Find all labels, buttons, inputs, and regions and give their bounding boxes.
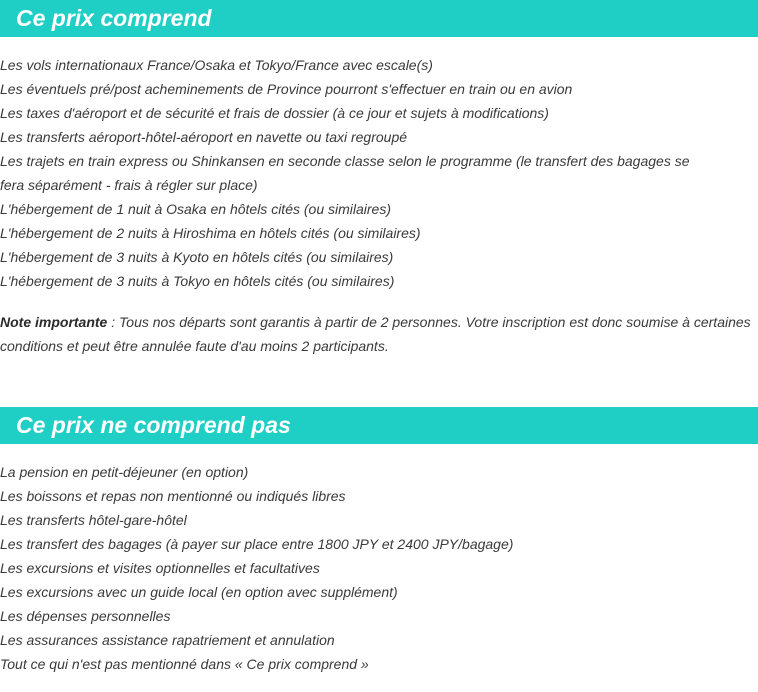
list-item: Les transferts hôtel-gare-hôtel: [0, 512, 187, 528]
important-note-label: Note importante: [0, 314, 108, 330]
important-note: [0, 310, 758, 358]
list-item: L'hébergement de 3 nuits à Tokyo en hôtels cités (ou similaires): [0, 273, 395, 289]
list-item: Les vols internationaux France/Osaka et Tokyo/France avec escale(s): [0, 57, 433, 73]
important-note-text: : Tous nos départs sont garantis à partir de 2 personnes. Votre inscription est donc soumise à certaines conditions et peut être annulée faute d'au moins 2 participants.: [0, 314, 751, 354]
list-item: Tout ce qui n'est pas mentionné dans « Ce prix comprend »: [0, 656, 369, 672]
list-item: Les dépenses personnelles: [0, 608, 171, 624]
included-list: [0, 53, 758, 293]
list-item: L'hébergement de 1 nuit à Osaka en hôtels cités (ou similaires): [0, 201, 391, 217]
list-item: Les excursions et visites optionnelles et facultatives: [0, 560, 320, 576]
list-item: Les trajets en train express ou Shinkansen en seconde classe selon le programme (le transfert des bagages se fera séparément - frais à régler sur place): [0, 153, 690, 193]
excluded-section-title: Ce prix ne comprend pas: [16, 412, 291, 438]
list-item: Les excursions avec un guide local (en option avec supplément): [0, 584, 398, 600]
list-item: La pension en petit-déjeuner (en option): [0, 464, 249, 480]
list-item: L'hébergement de 2 nuits à Hiroshima en hôtels cités (ou similaires): [0, 225, 421, 241]
excluded-section-header: [0, 407, 758, 444]
list-item: Les assurances assistance rapatriement et annulation: [0, 632, 335, 648]
excluded-list: [0, 460, 758, 676]
included-section-header: [0, 0, 758, 37]
included-section-title: Ce prix comprend: [16, 5, 212, 31]
list-item: Les transferts aéroport-hôtel-aéroport en navette ou taxi regroupé: [0, 129, 408, 145]
list-item: Les transfert des bagages (à payer sur place entre 1800 JPY et 2400 JPY/bagage): [0, 536, 514, 552]
list-item: Les taxes d'aéroport et de sécurité et frais de dossier (à ce jour et sujets à modifications): [0, 105, 549, 121]
list-item: Les éventuels pré/post acheminements de Province pourront s'effectuer en train ou en avion: [0, 81, 573, 97]
list-item: L'hébergement de 3 nuits à Kyoto en hôtels cités (ou similaires): [0, 249, 394, 265]
list-item: Les boissons et repas non mentionné ou indiqués libres: [0, 488, 346, 504]
